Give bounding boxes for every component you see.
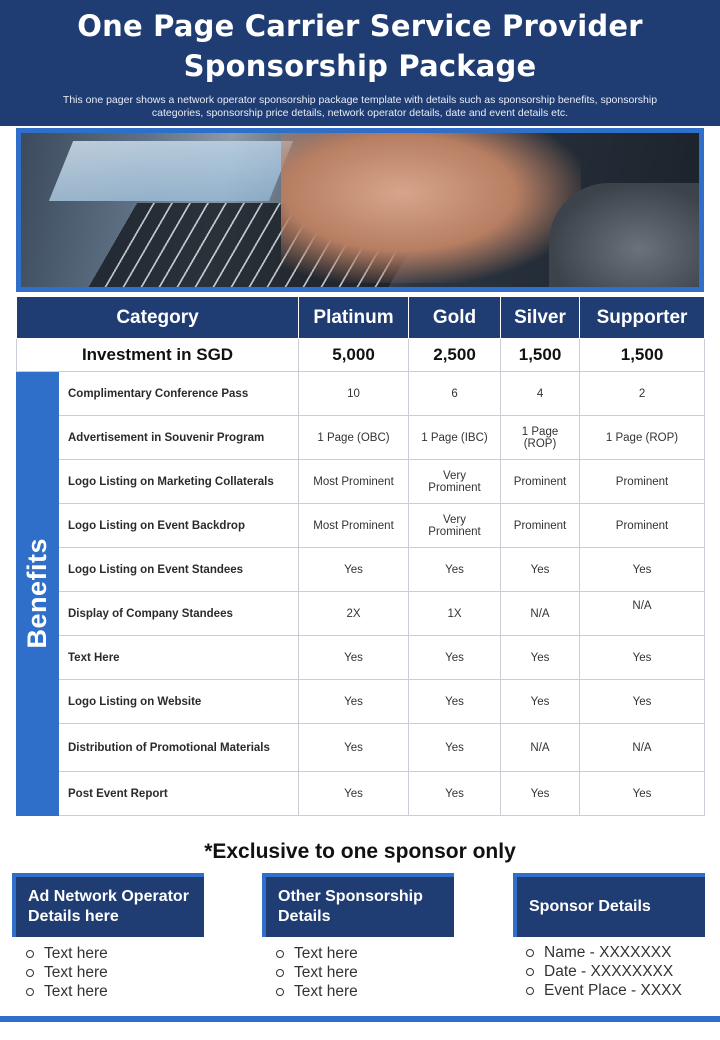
table-cell: 2X: [299, 592, 409, 636]
list-item: Name - XXXXXXX: [524, 943, 682, 962]
box-title: Other Sponsorship Details: [278, 888, 423, 925]
list-item: Text here: [24, 963, 108, 982]
table-cell: Yes: [501, 636, 580, 680]
table-cell: N/A: [501, 724, 580, 772]
header-category: Category: [17, 297, 299, 339]
table-cell: Yes: [501, 772, 580, 816]
table-cell: Yes: [299, 724, 409, 772]
table-row: [17, 592, 705, 636]
table-cell: Yes: [580, 636, 705, 680]
ad-network-list: [24, 944, 108, 1001]
table-cell: Yes: [299, 680, 409, 724]
benefit-label: Logo Listing on Event Standees: [59, 548, 299, 592]
table-row: [17, 372, 705, 416]
table-header-row: [17, 297, 705, 339]
table-row: [17, 504, 705, 548]
benefit-label: Logo Listing on Website: [59, 680, 299, 724]
table-row: [17, 680, 705, 724]
table-row: [17, 772, 705, 816]
table-cell: 1 Page (IBC): [409, 416, 501, 460]
benefit-label: Logo Listing on Event Backdrop: [59, 504, 299, 548]
header-gold: Gold: [409, 297, 501, 339]
table-cell: Yes: [299, 548, 409, 592]
table-cell: Very Prominent: [409, 460, 501, 504]
table-cell: 4: [501, 372, 580, 416]
table-cell: 1 Page (ROP): [501, 416, 580, 460]
table-row: [17, 460, 705, 504]
ad-network-box: [16, 877, 204, 937]
table-cell: Prominent: [580, 504, 705, 548]
title-line-1: One Page Carrier Service Provider: [77, 9, 643, 43]
box-title: Sponsor Details: [529, 898, 651, 915]
table-cell: 1 Page (OBC): [299, 416, 409, 460]
header-silver: Silver: [501, 297, 580, 339]
table-cell: Yes: [299, 772, 409, 816]
table-cell: Yes: [409, 636, 501, 680]
list-item: Text here: [24, 982, 108, 1001]
list-item: Text here: [274, 944, 358, 963]
exclusive-note: *Exclusive to one sponsor only: [204, 840, 516, 863]
sponsorship-table: [16, 296, 705, 816]
sponsor-details-box: [517, 877, 705, 937]
investment-value: 1,500: [501, 339, 580, 372]
table-row: [17, 724, 705, 772]
table-cell: N/A: [501, 592, 580, 636]
table-cell: Prominent: [580, 460, 705, 504]
investment-row: [17, 339, 705, 372]
table-cell: N/A: [580, 592, 705, 636]
table-row: [17, 636, 705, 680]
page-description: This one pager shows a network operator sponsorship package template with details such as sponsorship benefits, sponsorship categories, sponsorship price details, network operator details, date and event details etc.: [62, 94, 658, 119]
other-sponsorship-list: [274, 944, 358, 1001]
list-item: Event Place - XXXX: [524, 981, 682, 1000]
benefit-label: Distribution of Promotional Materials: [59, 724, 299, 772]
investment-label: Investment in SGD: [17, 339, 299, 372]
table-cell: 1 Page (ROP): [580, 416, 705, 460]
benefits-side-label: [17, 372, 59, 816]
investment-value: 1,500: [580, 339, 705, 372]
table-cell: Prominent: [501, 460, 580, 504]
table-cell: Yes: [409, 680, 501, 724]
benefit-label: Display of Company Standees: [59, 592, 299, 636]
sleeve-shape: [549, 183, 699, 287]
benefit-label: Post Event Report: [59, 772, 299, 816]
table-row: [17, 548, 705, 592]
table-cell: Most Prominent: [299, 460, 409, 504]
table-cell: Yes: [580, 548, 705, 592]
investment-value: 5,000: [299, 339, 409, 372]
investment-value: 2,500: [409, 339, 501, 372]
table-cell: Yes: [501, 680, 580, 724]
table-cell: 1X: [409, 592, 501, 636]
list-item: Text here: [24, 944, 108, 963]
table-cell: 2: [580, 372, 705, 416]
benefits-label-text: Benefits: [22, 538, 52, 649]
table-cell: N/A: [580, 724, 705, 772]
hero-image-frame: [16, 128, 704, 292]
table-cell: Very Prominent: [409, 504, 501, 548]
table-cell: 10: [299, 372, 409, 416]
list-item: Text here: [274, 982, 358, 1001]
box-title: Ad Network Operator Details here: [28, 888, 189, 925]
laptop-screen-shape: [49, 141, 293, 201]
table-cell: Prominent: [501, 504, 580, 548]
table-cell: Most Prominent: [299, 504, 409, 548]
header-platinum: Platinum: [299, 297, 409, 339]
page-header: [0, 0, 720, 126]
benefit-label: Text Here: [59, 636, 299, 680]
table-cell: Yes: [299, 636, 409, 680]
table-cell: Yes: [409, 772, 501, 816]
hand-shape: [281, 133, 581, 283]
benefit-label: Advertisement in Souvenir Program: [59, 416, 299, 460]
page-title: [0, 0, 720, 86]
other-sponsorship-box: [266, 877, 454, 937]
header-supporter: Supporter: [580, 297, 705, 339]
list-item: Date - XXXXXXXX: [524, 962, 682, 981]
table-cell: Yes: [580, 680, 705, 724]
table-cell: Yes: [580, 772, 705, 816]
bottom-accent-bar: [0, 1016, 720, 1022]
laptop-typing-photo: [21, 133, 699, 287]
table-cell: 6: [409, 372, 501, 416]
table-row: [17, 416, 705, 460]
table-cell: Yes: [409, 724, 501, 772]
benefit-label: Logo Listing on Marketing Collaterals: [59, 460, 299, 504]
list-item: Text here: [274, 963, 358, 982]
sponsor-details-list: [524, 943, 682, 1000]
benefit-label: Complimentary Conference Pass: [59, 372, 299, 416]
title-line-2: Sponsorship Package: [183, 49, 537, 83]
table-cell: Yes: [501, 548, 580, 592]
table-cell: Yes: [409, 548, 501, 592]
